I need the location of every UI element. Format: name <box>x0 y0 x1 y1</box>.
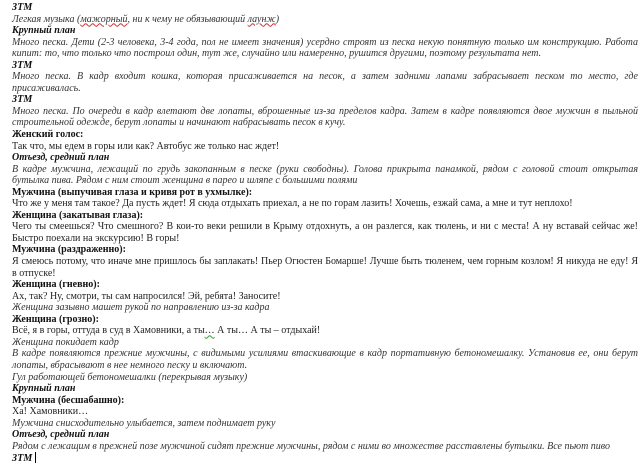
scene-heading-last[interactable] <box>12 452 638 465</box>
dialogue-line: Я смеюсь потому, что иначе мне пришлось бы заплакать! Пьер Огюстен Бомарше! Лучше быть тюленем, чем горным козлом! Я никуда не еду! Я в отпуске! <box>12 256 638 279</box>
stage-direction: Много песка. В кадр входит кошка, которая присаживается на песок, а затем задними лапами забрасывает песком то место, где присаживалась. <box>12 71 638 94</box>
dialogue-line <box>12 325 638 337</box>
speaker-label: Мужчина (бесшабашно): <box>12 394 125 406</box>
speaker-label: Мужчина (раздраженно): <box>12 244 126 256</box>
stage-direction: Рядом с лежащим в прежней позе мужчиной сидят прежние мужчины, рядом с ними во множестве расставлены бутылки. Все пьют пиво <box>12 440 610 452</box>
document-page[interactable] <box>12 2 638 465</box>
dialogue-line: Ах, так? Ну, смотри, ты сам напросился! Эй, ребята! Заносите! <box>12 290 281 302</box>
shot-heading: Крупный план <box>12 25 76 37</box>
scene-heading-text: ЗТМ <box>12 453 33 465</box>
speaker-label: Женщина (закатывая глаза): <box>12 209 144 221</box>
dialogue-line: Чего ты смеешься? Что смешного? В кои-то веки решили в Крыму отдохнуть, а он разлегся, как тюлень, и ни с места! А ну вставай сейчас же! Быстро поехали на экскурсию! В горы! <box>12 221 638 244</box>
spelling-error-word[interactable]: мажорный <box>80 13 128 25</box>
scene-heading: ЗТМ <box>12 59 33 71</box>
speaker-label: Мужчина (выпучивая глаза и кривя рот в ухмылке): <box>12 186 253 198</box>
dialogue-text: Всё, я в горы, оттуда в суд в Хамовники, а ты <box>12 325 205 337</box>
scene-heading: ЗТМ <box>12 2 33 13</box>
spelling-error-word[interactable]: лаунж <box>247 13 276 25</box>
stage-direction: Женщина покидает кадр <box>12 336 119 348</box>
stage-direction: В кадре мужчина, лежащий по грудь закопанным в песке (руки свободны). Голова прикрыта панамкой, рядом с головой стоит открытая бутылка пива. Рядом с ним стоит женщина в парео и шляпе с большими полями <box>12 163 638 187</box>
dialogue-line: Так что, мы едем в горы или как? Автобус же только нас ждет! <box>12 140 280 152</box>
music-direction <box>12 14 638 26</box>
direction-text: ) <box>275 13 280 25</box>
speaker-label: Женщина (гневно): <box>12 279 100 291</box>
stage-direction: Мужчина снисходительно улыбается, затем поднимает руку <box>12 417 276 429</box>
dialogue-line: Ха! Хамовники… <box>12 406 89 418</box>
shot-heading: Крупный план <box>12 383 76 395</box>
direction-text: Легкая музыка ( <box>12 13 81 25</box>
stage-direction: В кадре появляются прежние мужчины, с видимыми усилиями втаскивающие в кадр портативную бетономешалку. Установив ее, они берут лопаты, вбрасывают в нее немного песку и включают. <box>12 348 638 371</box>
shot-heading: Отъезд, средний план <box>12 429 110 441</box>
scene-heading: ЗТМ <box>12 94 33 106</box>
text-cursor <box>35 452 36 463</box>
shot-heading: Отъезд, средний план <box>12 152 110 164</box>
dialogue-text: А ты… А ты – отдыхай! <box>214 325 321 337</box>
dialogue-line: Что же у меня там такое? Да пусть ждет! Я сюда отдыхать приехал, а не по горам лазить! Хочешь, езжай сама, а мне и тут неплохо! <box>12 198 573 210</box>
stage-direction: Много песка. Дети (2-3 человека, 3-4 года, пол не имеет значения) усердно строят из песка некую понятную только им конструкцию. Работа кипит: то, что только что построил один, тут же, случайно или намеренно, рушится другими, поэтому результата нет. <box>12 36 638 60</box>
grammar-error-mark[interactable]: … <box>204 325 215 337</box>
speaker-label: Женский голос: <box>12 129 84 141</box>
stage-direction: Женщина зазывно машет рукой по направлению из-за кадра <box>12 302 270 314</box>
speaker-label: Женщина (грозно): <box>12 313 99 325</box>
direction-text: , ни к чему не обязывающий <box>127 13 248 25</box>
sound-direction: Гул работающей бетономешалки (перекрывая музыку) <box>12 371 248 383</box>
stage-direction: Много песка. По очереди в кадр влетают две лопаты, вброшенные из-за пределов кадра. Затем в кадре появляются двое мужчин в пыльной строительной одежде, берут лопаты и начинают набрасывать песок в кучу. <box>12 105 638 129</box>
